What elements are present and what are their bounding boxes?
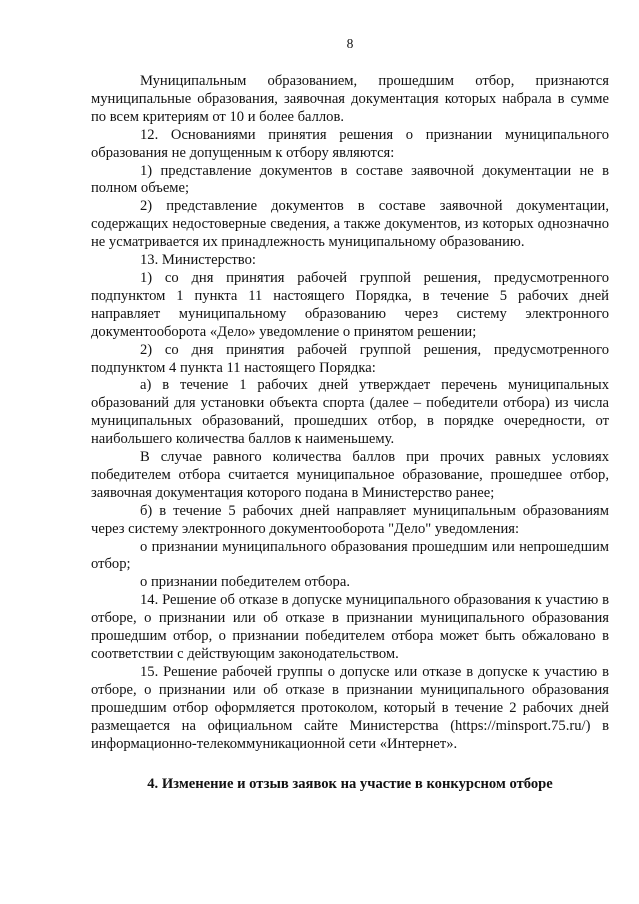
paragraph-notice-winner: о признании победителем отбора. bbox=[140, 574, 350, 591]
paragraph-notice-passed: о признании муниципального образования прошедшим или непрошедшим отбор; bbox=[91, 538, 609, 573]
paragraph-item-13: 13. Министерство: bbox=[140, 252, 256, 269]
paragraph-item-14: 14. Решение об отказе в допуске муниципального образования к участию в отборе, о признании или об отказе в признании муниципального образования прошедшим отбор, о признании победителем отбора может быть обжаловано в соответствии с действующим законодательством. bbox=[91, 592, 609, 662]
paragraph-item-15: 15. Решение рабочей группы о допуске или отказе в допуске к участию в отборе, о признании или об отказе в признании муниципального образования прошедшим отбор оформляется протоколом, который в течение 2 рабочих дней размещается на официальном сайте Министерства (https://minsport.75.ru/) в информационно-телекоммуникационной сети «Интернет». bbox=[91, 663, 609, 752]
paragraph-item-13-2-a: а) в течение 1 рабочих дней утверждает перечень муниципальных образований для установки объекта спорта (далее – победители отбора) из числа муниципальных образований, прошедших отбор, в порядке очередности, от наибольшего количества баллов к наименьшему. bbox=[91, 377, 609, 448]
paragraph-item-12-2: 2) представление документов в составе заявочной документации, содержащих недостоверные сведения, а также документов, из которых однозначно не усматривается их принадлежность муниципальному образованию. bbox=[91, 198, 609, 251]
paragraph-item-13-2-b: б) в течение 5 рабочих дней направляет муниципальным образованиям через систему электронного документооборота "Дело" уведомления: bbox=[91, 502, 609, 537]
paragraph-equal-points-rule: В случае равного количества баллов при прочих равных условиях победителем отбора считается муниципальное образование, прошедшее отбор, заявочная документация которого подана в Министерство ранее; bbox=[91, 449, 609, 501]
document-body bbox=[91, 73, 609, 753]
section-heading: 4. Изменение и отзыв заявок на участие в конкурсном отборе bbox=[147, 776, 553, 793]
paragraph-item-13-2: 2) со дня принятия рабочей группой решения, предусмотренного подпунктом 4 пункта 11 настоящего Порядка: bbox=[91, 341, 609, 376]
paragraph-item-12-1: 1) представление документов в составе заявочной документации не в полном объеме; bbox=[91, 162, 609, 197]
paragraph-qualification-threshold: Муниципальным образованием, прошедшим отбор, признаются муниципальные образования, заявочная документация которых набрала в сумме по всем критериям от 10 и более баллов. bbox=[91, 73, 609, 125]
paragraph-item-13-1: 1) со дня принятия рабочей группой решения, предусмотренного подпунктом 1 пункта 11 настоящего Порядка, в течение 5 рабочих дней направляет муниципальному образованию через систему электронного документооборота «Дело» уведомление о принятом решении; bbox=[91, 269, 609, 340]
paragraph-item-12: 12. Основаниями принятия решения о признании муниципального образования не допущенным к отбору являются: bbox=[91, 126, 609, 161]
page-number: 8 bbox=[346, 36, 354, 51]
